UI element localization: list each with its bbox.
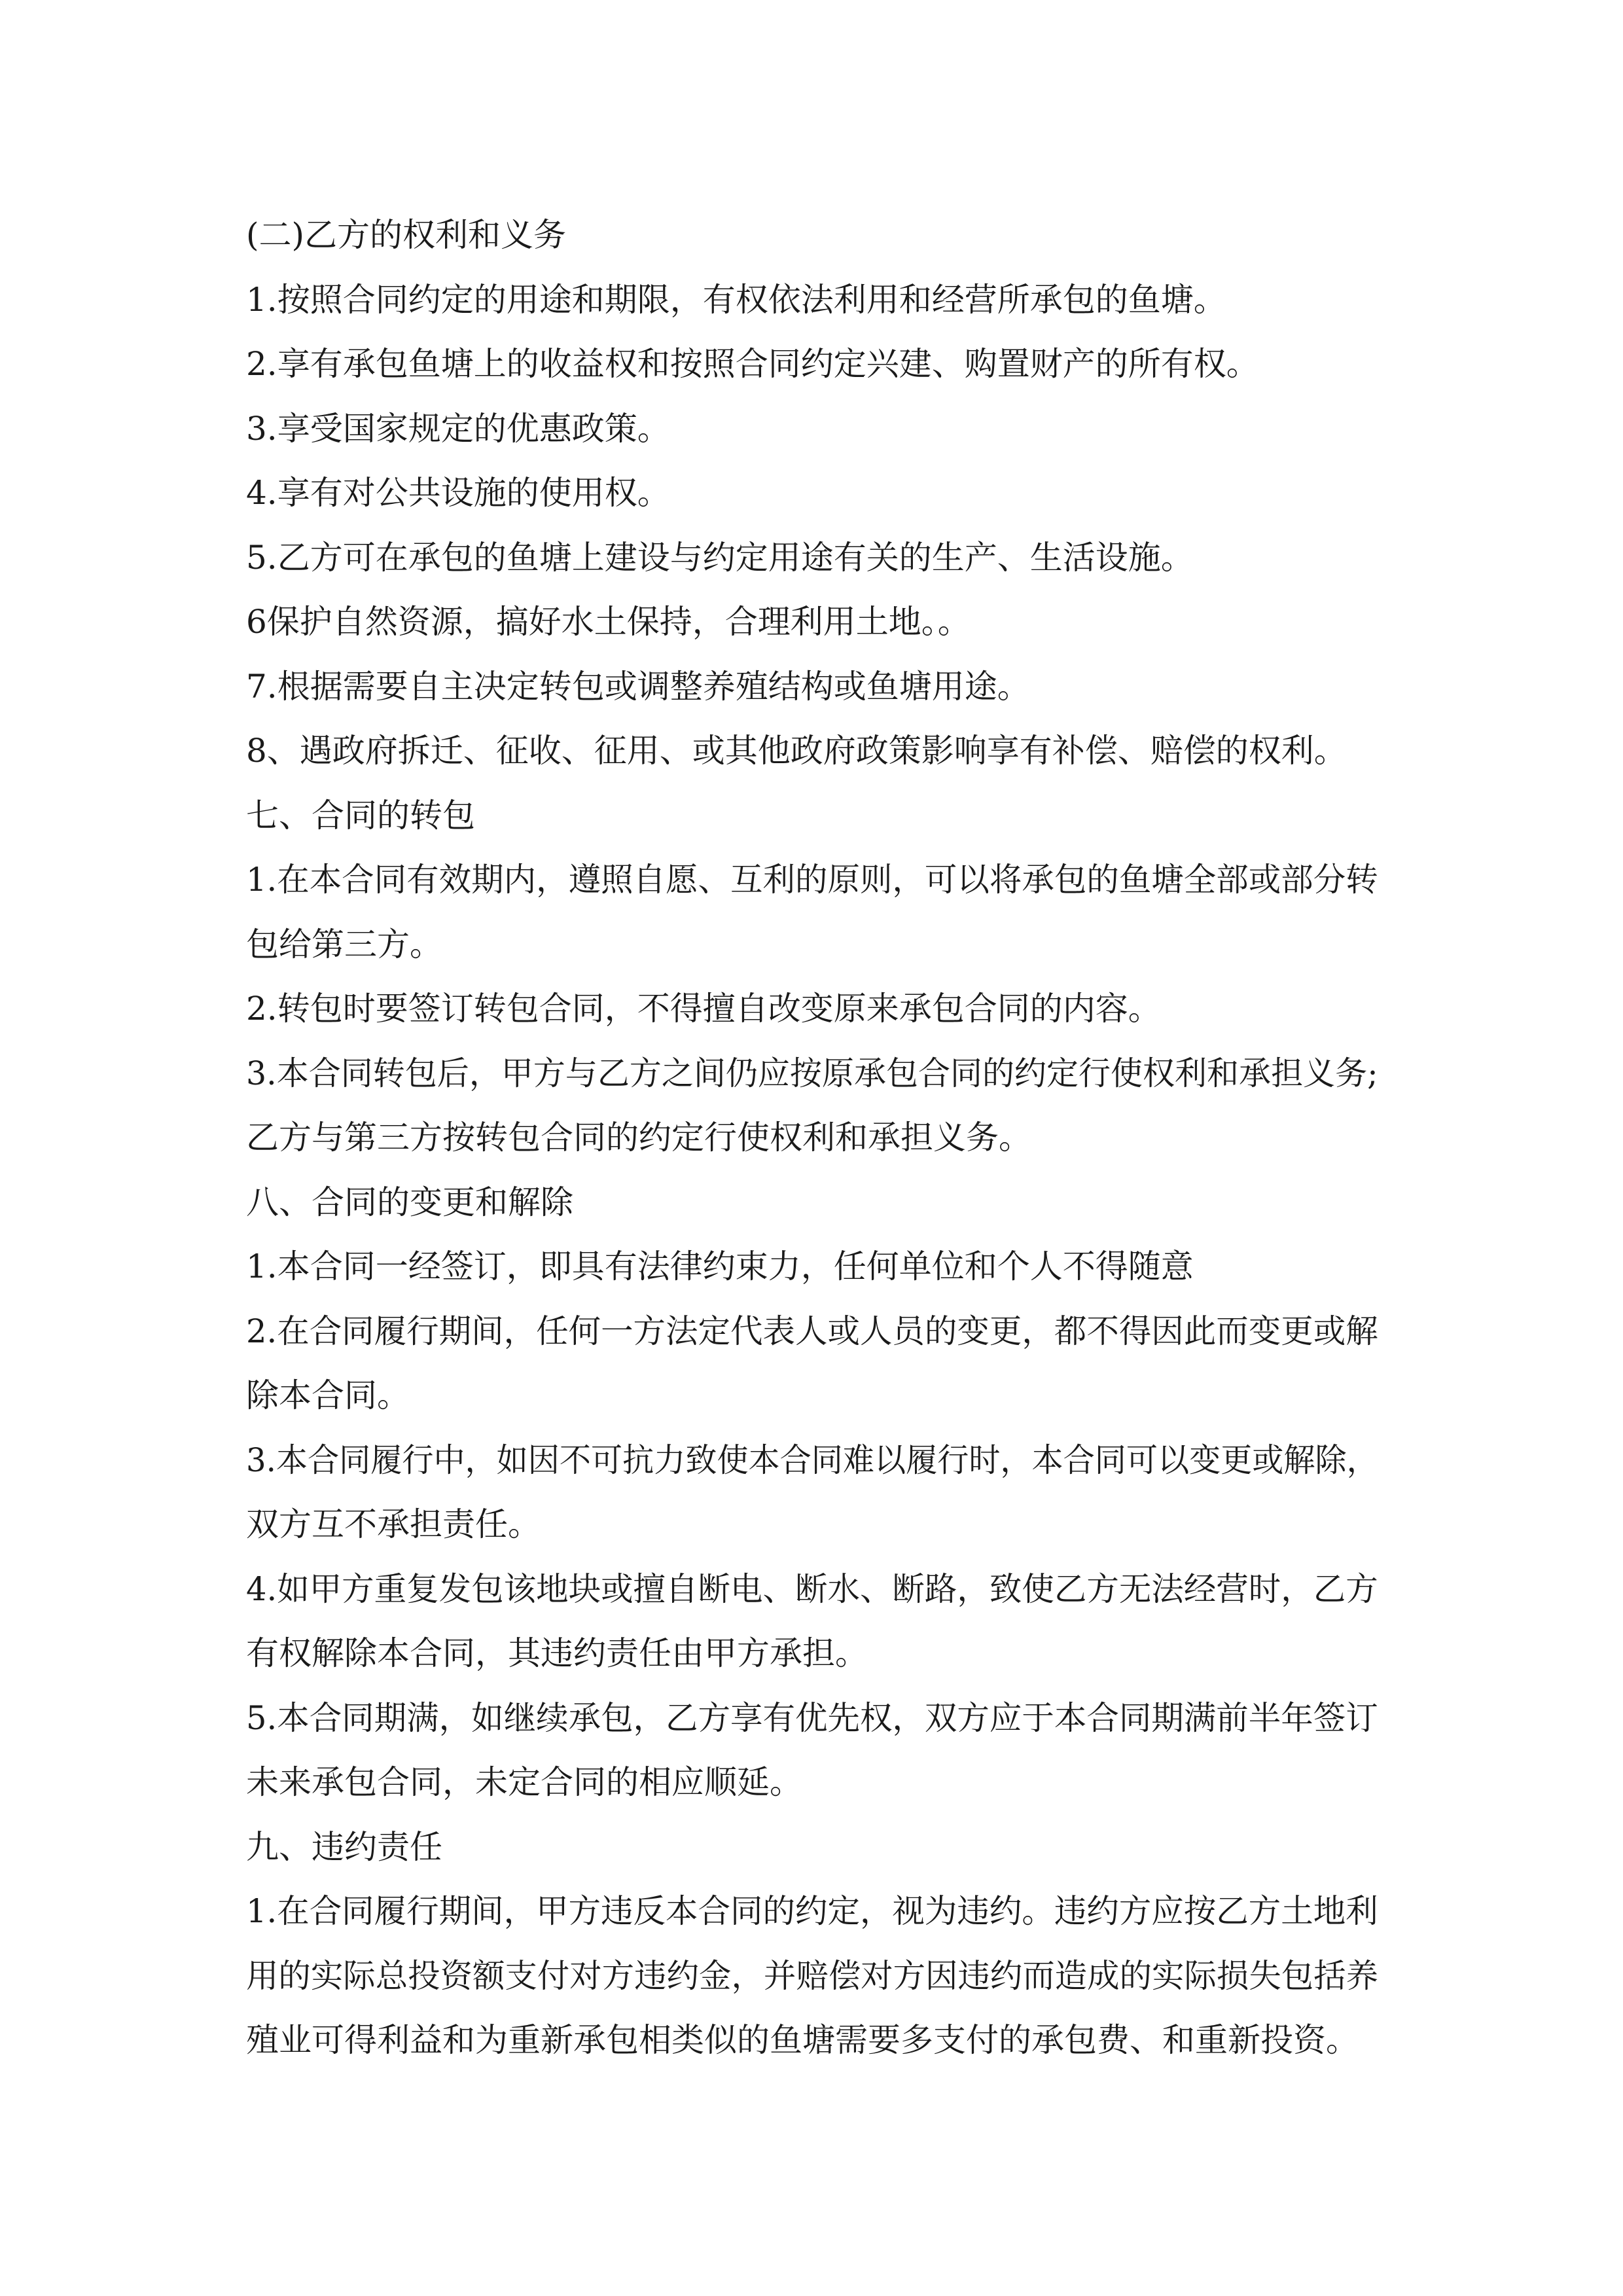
section-heading: 九、违约责任: [246, 1827, 442, 1866]
section-heading: 八、合同的变更和解除: [246, 1183, 573, 1221]
clause-line: 未来承包合同，未定合同的相应顺延。: [246, 1763, 802, 1801]
clause-line: 殖业可得利益和为重新承包相类似的鱼塘需要多支付的承包费、和重新投资。: [246, 2021, 1359, 2059]
clause-line: 2.转包时要签订转包合同，不得擅自改变原来承包合同的内容。: [246, 990, 1161, 1028]
clause-line: 5.本合同期满，如继续承包，乙方享有优先权，双方应于本合同期满前半年签订: [246, 1698, 1378, 1737]
clause-line: 3.享受国家规定的优惠政策。: [246, 409, 670, 448]
clause-line: 2.在合同履行期间，任何一方法定代表人或人员的变更，都不得因此而变更或解: [246, 1312, 1378, 1350]
clause-line: 包给第三方。: [246, 925, 442, 963]
clause-line: 4.享有对公共设施的使用权。: [246, 474, 670, 512]
clause-line: 1.按照合同约定的用途和期限，有权依法利用和经营所承包的鱼塘。: [246, 280, 1226, 319]
clause-line: 6保护自然资源，搞好水土保持，合理利用土地。。: [246, 603, 971, 641]
clause-line: 7.根据需要自主决定转包或调整养殖结构或鱼塘用途。: [246, 667, 1030, 706]
clause-line: 3.本合同履行中，如因不可抗力致使本合同难以履行时，本合同可以变更或解除，: [246, 1441, 1378, 1479]
clause-line: 1.在本合同有效期内，遵照自愿、互利的原则，可以将承包的鱼塘全部或部分转: [246, 861, 1378, 899]
clause-line: 除本合同。: [246, 1376, 410, 1414]
clause-line: 1.本合同一经签订，即具有法律约束力，任何单位和个人不得随意: [246, 1247, 1194, 1285]
document-body: [246, 203, 1378, 2073]
clause-line: 有权解除本合同，其违约责任由甲方承担。: [246, 1634, 868, 1672]
clause-line: 1.在合同履行期间，甲方违反本合同的约定，视为违约。违约方应按乙方土地利: [246, 1892, 1378, 1930]
clause-line: 5.乙方可在承包的鱼塘上建设与约定用途有关的生产、生活设施。: [246, 538, 1194, 577]
clause-line: 乙方与第三方按转包合同的约定行使权利和承担义务。: [246, 1119, 1031, 1157]
clause-line: 2.享有承包鱼塘上的收益权和按照合同约定兴建、购置财产的所有权。: [246, 345, 1259, 383]
clause-line: 双方互不承担责任。: [246, 1505, 541, 1543]
clause-line: 8、遇政府拆迁、征收、征用、或其他政府政策影响享有补偿、赔偿的权利。: [246, 732, 1347, 770]
section-heading: 七、合同的转包: [246, 796, 475, 834]
clause-line: 用的实际总投资额支付对方违约金，并赔偿对方因违约而造成的实际损失包括养: [246, 1956, 1379, 1995]
section-heading: (二)乙方的权利和义务: [246, 216, 567, 254]
clause-line: 4.如甲方重复发包该地块或擅自断电、断水、断路，致使乙方无法经营时，乙方: [246, 1570, 1378, 1608]
clause-line: 3.本合同转包后，甲方与乙方之间仍应按原承包合同的约定行使权利和承担义务;: [246, 1054, 1378, 1092]
